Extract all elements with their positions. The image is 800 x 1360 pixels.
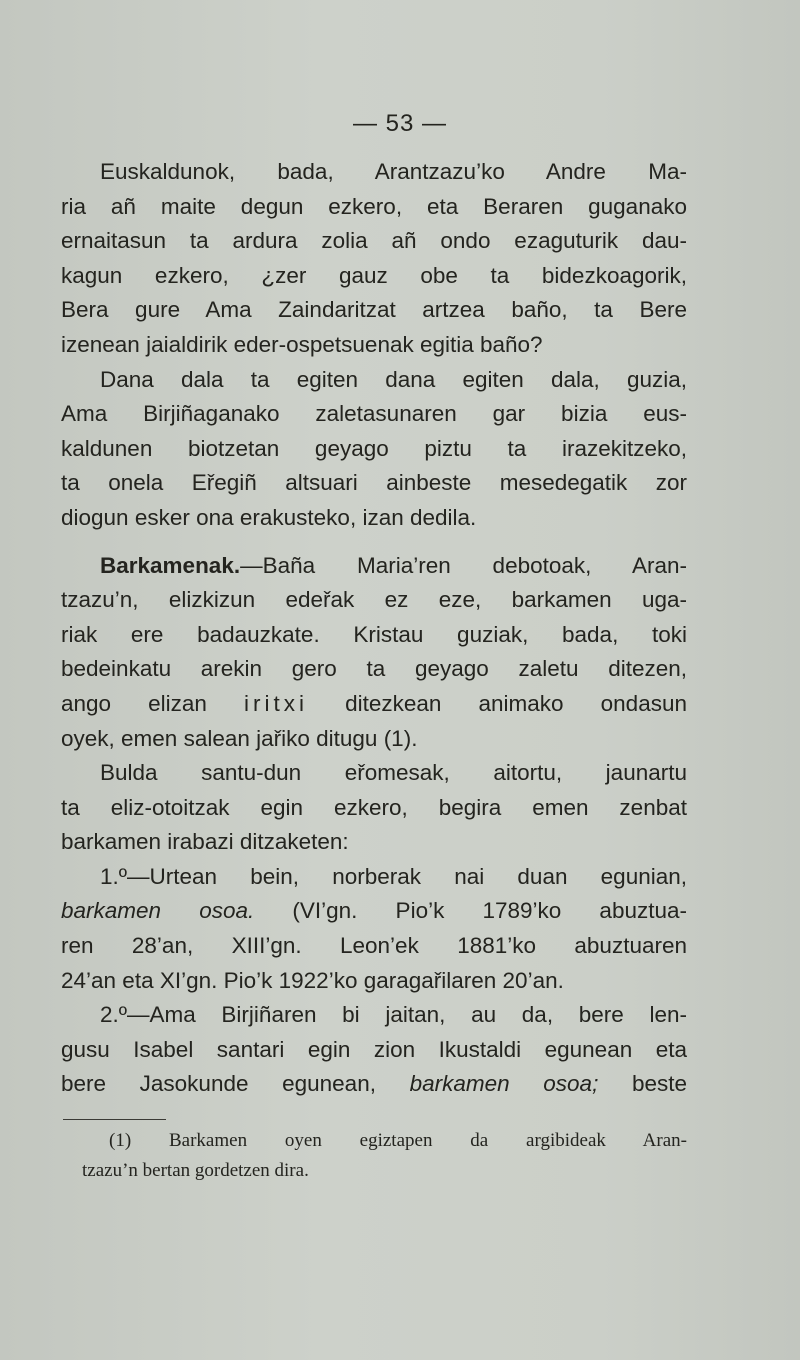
text-line: gusu Isabel santari egin zion Ikustaldi egunean eta [61, 1036, 687, 1062]
footnote-line: tzazu’n bertan gordetzen dira. [82, 1160, 309, 1181]
text-line [61, 1067, 687, 1102]
text-line: kaldunen biotzetan geyago piztu ta irazekitzeko, [61, 435, 687, 461]
text-line [61, 894, 687, 929]
paragraph-indulgences [61, 549, 687, 757]
text-line: ren 28’an, XIII’gn. Leon’ek 1881’ko abuztuaren [61, 933, 687, 959]
text-line: ta onela Eřegiñ altsuari ainbeste mesedegatik zor [61, 470, 687, 496]
text-line: tzazu’n, elizkizun edeřak ez eze, barkamen uga- [61, 587, 687, 613]
footnote [82, 1126, 687, 1186]
text-line: izenean jaialdirik eder-ospetsuenak egitia baño? [61, 331, 543, 357]
text-line: 24’an eta XI’gn. Pio’k 1922’ko garagařilaren 20’an. [61, 967, 564, 993]
text-span: —Baña Maria’ren debotoak, Aran- [240, 552, 687, 578]
text-line [61, 687, 687, 722]
text-line: Ama Birjiñaganako zaletasunaren gar bizia eus- [61, 401, 687, 427]
text-line: ernaitasun ta ardura zolia añ ondo ezaguturik dau- [61, 228, 687, 254]
text-line: ta eliz-otoitzak egin ezkero, begira emen zenbat [61, 794, 687, 820]
text-span: (VI’gn. Pio’k 1789’ko abuztua- [254, 898, 687, 924]
text-line: Dana dala ta egiten dana egiten dala, guzia, [100, 366, 687, 392]
list-item-1 [61, 860, 687, 998]
paragraph-patron-saint [61, 155, 687, 363]
paragraph-devotion [61, 363, 687, 536]
page-number: — 53 — [352, 110, 448, 137]
text-line: oyek, emen salean jařiko ditugu (1). [61, 725, 418, 751]
text-line: bedeinkatu arekin gero ta geyago zaletu ditezen, [61, 656, 687, 682]
text-span: ditezkean animako ondasun [308, 690, 687, 716]
text-span: ango elizan [61, 690, 245, 716]
text-line: ria añ maite degun ezkero, eta Beraren guganako [61, 193, 687, 219]
text-line: kagun ezkero, ¿zer gauz obe ta bidezkoagorik, [61, 262, 687, 288]
text-line: Bulda santu-dun eřomesak, aitortu, jaunartu [100, 760, 687, 786]
list-item-2 [61, 998, 687, 1102]
text-span: bere Jasokunde egunean, [61, 1071, 410, 1097]
paragraph-bula [61, 756, 687, 860]
text-line: Euskaldunok, bada, Arantzazu’ko Andre Ma- [100, 159, 687, 184]
text-span: beste [598, 1071, 687, 1097]
italic-span: barkamen osoa. [61, 898, 255, 924]
body-text [61, 155, 687, 1102]
text-line: 2.º—Ama Birjiñaren bi jaitan, au da, bere len- [100, 1002, 687, 1028]
text-line: riak ere badauzkate. Kristau guziak, bada, toki [61, 621, 687, 647]
footnote-line: (1) Barkamen oyen egiztapen da argibideak Aran- [109, 1130, 687, 1151]
spaced-word: iritxi [244, 690, 309, 716]
text-line: 1.º—Urtean bein, norberak nai duan egunian, [100, 863, 687, 889]
text-line: diogun esker ona erakusteko, izan dedila. [61, 504, 477, 530]
section-heading: Barkamenak. [100, 552, 241, 578]
italic-span: barkamen osoa; [409, 1071, 599, 1097]
text-line [61, 549, 687, 584]
text-line: barkamen irabazi ditzaketen: [61, 829, 349, 855]
footnote-divider [63, 1119, 166, 1120]
text-line: Bera gure Ama Zaindaritzat artzea baño, ta Bere [61, 297, 687, 323]
